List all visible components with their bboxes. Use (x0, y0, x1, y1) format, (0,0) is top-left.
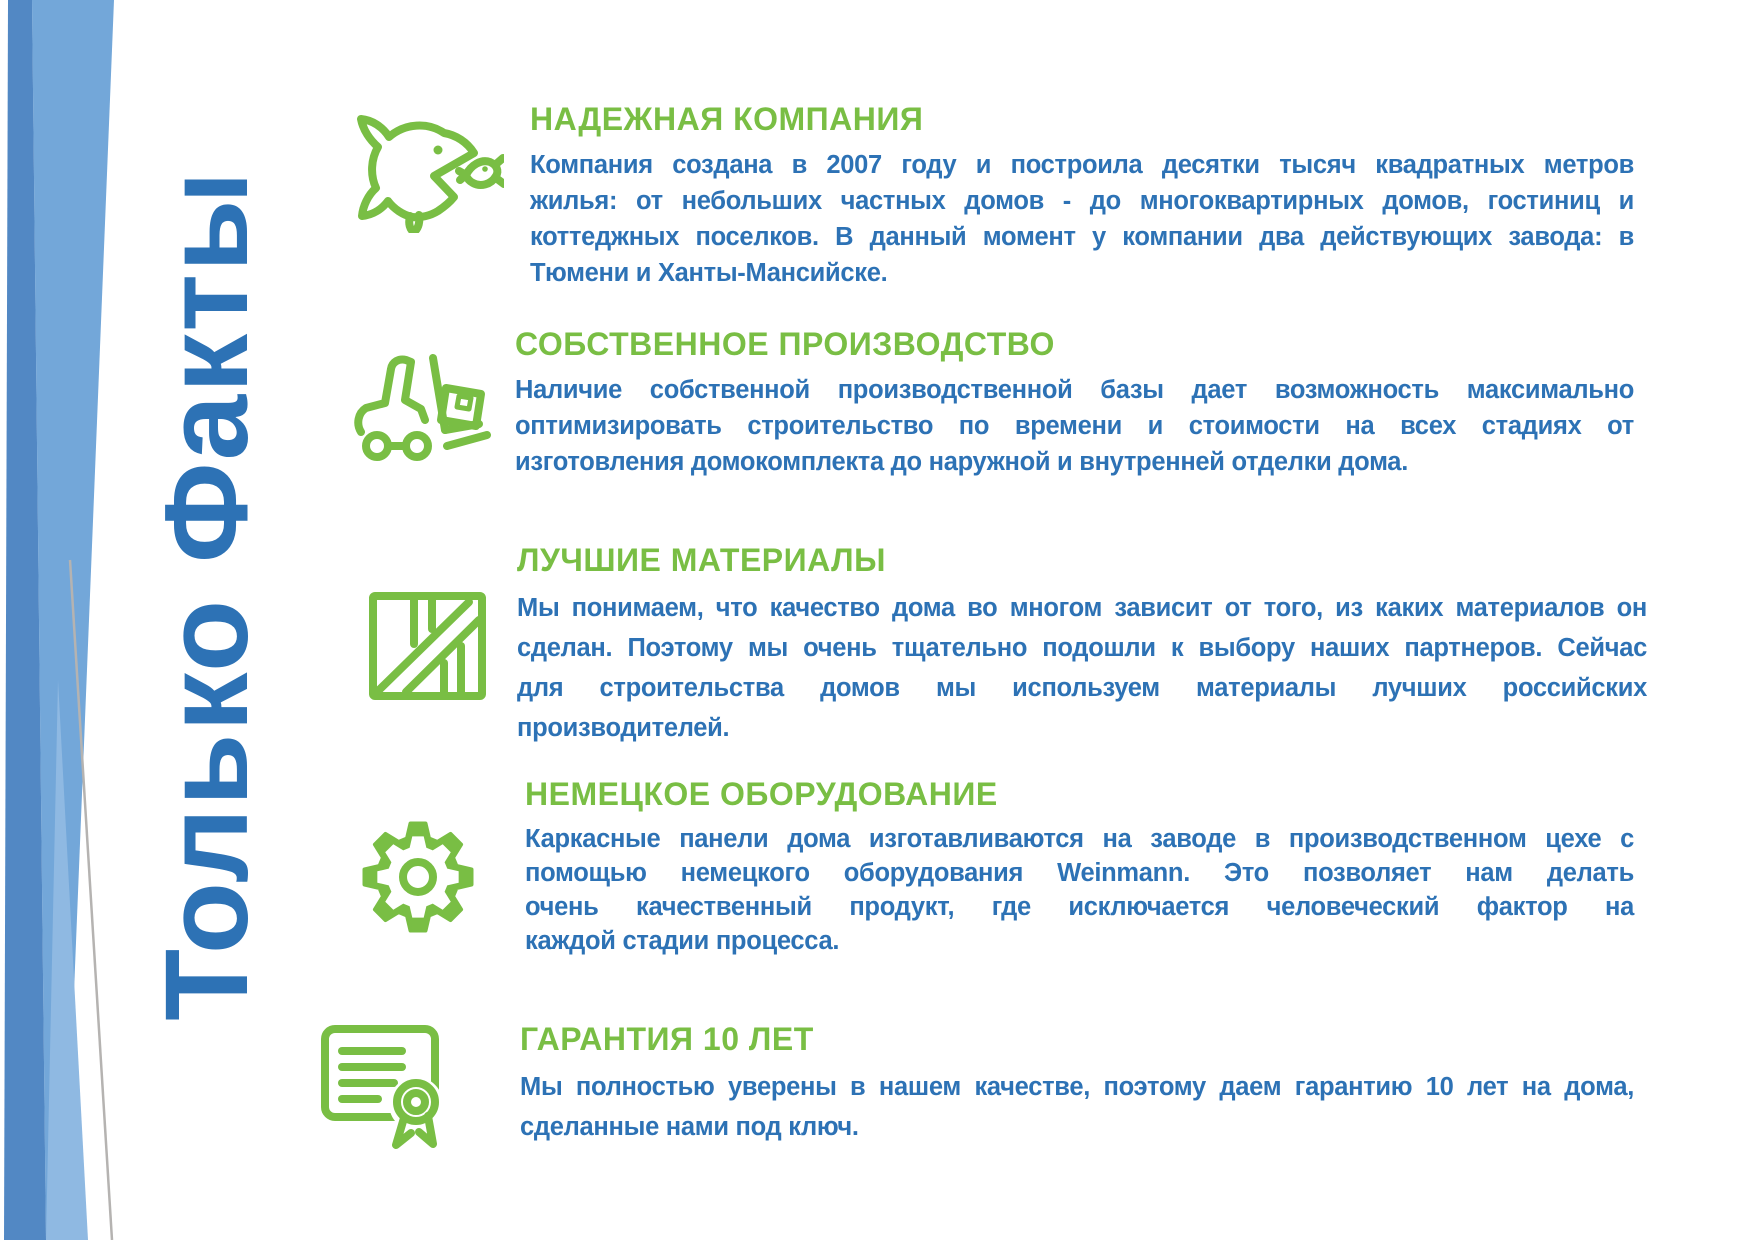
body-line: Тюмени и Ханты-Мансийске. (530, 259, 888, 288)
fish-icon (350, 103, 504, 233)
body-line: Компания создана в 2007 году и построила десятки тысяч квадратных метров (530, 151, 1634, 180)
body-line: сделанные нами под ключ. (520, 1113, 859, 1142)
body-line: жилья: от небольших частных домов - до многоквартирных домов, гостиниц и (530, 187, 1634, 216)
body-line: для строительства домов мы используем материалы лучших российских (517, 674, 1647, 703)
body-line: Мы полностью уверены в нашем качестве, поэтому даем гарантию 10 лет на дома, (520, 1073, 1634, 1102)
body-line: очень качественный продукт, где исключается человеческий фактор на (525, 893, 1634, 922)
body-line: изготовления домокомплекта до наружной и внутренней отделки дома. (515, 448, 1408, 477)
body-line: Каркасные панели дома изготавливаются на заводе в производственном цехе с (525, 825, 1634, 854)
section-best-materials (517, 543, 1647, 748)
body-line: помощью немецкого оборудования Weinmann. Это позволяет нам делать (525, 859, 1634, 888)
materials-icon (366, 589, 489, 703)
section-reliable-company (530, 102, 1634, 291)
body-line: производителей. (517, 714, 730, 743)
body-line: оптимизировать строительство по времени и стоимости на всех стадиях от (515, 412, 1634, 441)
section-body (525, 822, 1634, 958)
section-german-equipment (525, 777, 1634, 958)
section-body (520, 1067, 1634, 1147)
body-line: Наличие собственной производственной базы дает возможность максимально (515, 376, 1634, 405)
section-body (517, 588, 1647, 748)
body-line: сделан. Поэтому мы очень тщательно подошли к выбору наших партнеров. Сейчас (517, 634, 1647, 663)
section-warranty (520, 1022, 1634, 1147)
section-body (515, 372, 1634, 480)
body-line: коттеджных поселков. В данный момент у компании два действующих завода: в (530, 223, 1634, 252)
section-heading: ЛУЧШИЕ МАТЕРИАЛЫ (517, 542, 886, 578)
gear-icon (353, 812, 483, 942)
slide-title-vertical: Только Факты (141, 169, 273, 1021)
certificate-icon (318, 1018, 458, 1152)
forklift-icon (349, 350, 491, 476)
section-body (530, 147, 1634, 291)
body-line: каждой стадии процесса. (525, 927, 840, 956)
body-line: Мы понимаем, что качество дома во многом зависит от того, из каких материалов он (517, 594, 1647, 623)
section-heading: НЕМЕЦКОЕ ОБОРУДОВАНИЕ (525, 776, 998, 812)
section-own-production (515, 327, 1634, 480)
section-heading: СОБСТВЕННОЕ ПРОИЗВОДСТВО (515, 326, 1055, 362)
section-heading: ГАРАНТИЯ 10 ЛЕТ (520, 1021, 814, 1057)
section-heading: НАДЕЖНАЯ КОМПАНИЯ (530, 101, 924, 137)
